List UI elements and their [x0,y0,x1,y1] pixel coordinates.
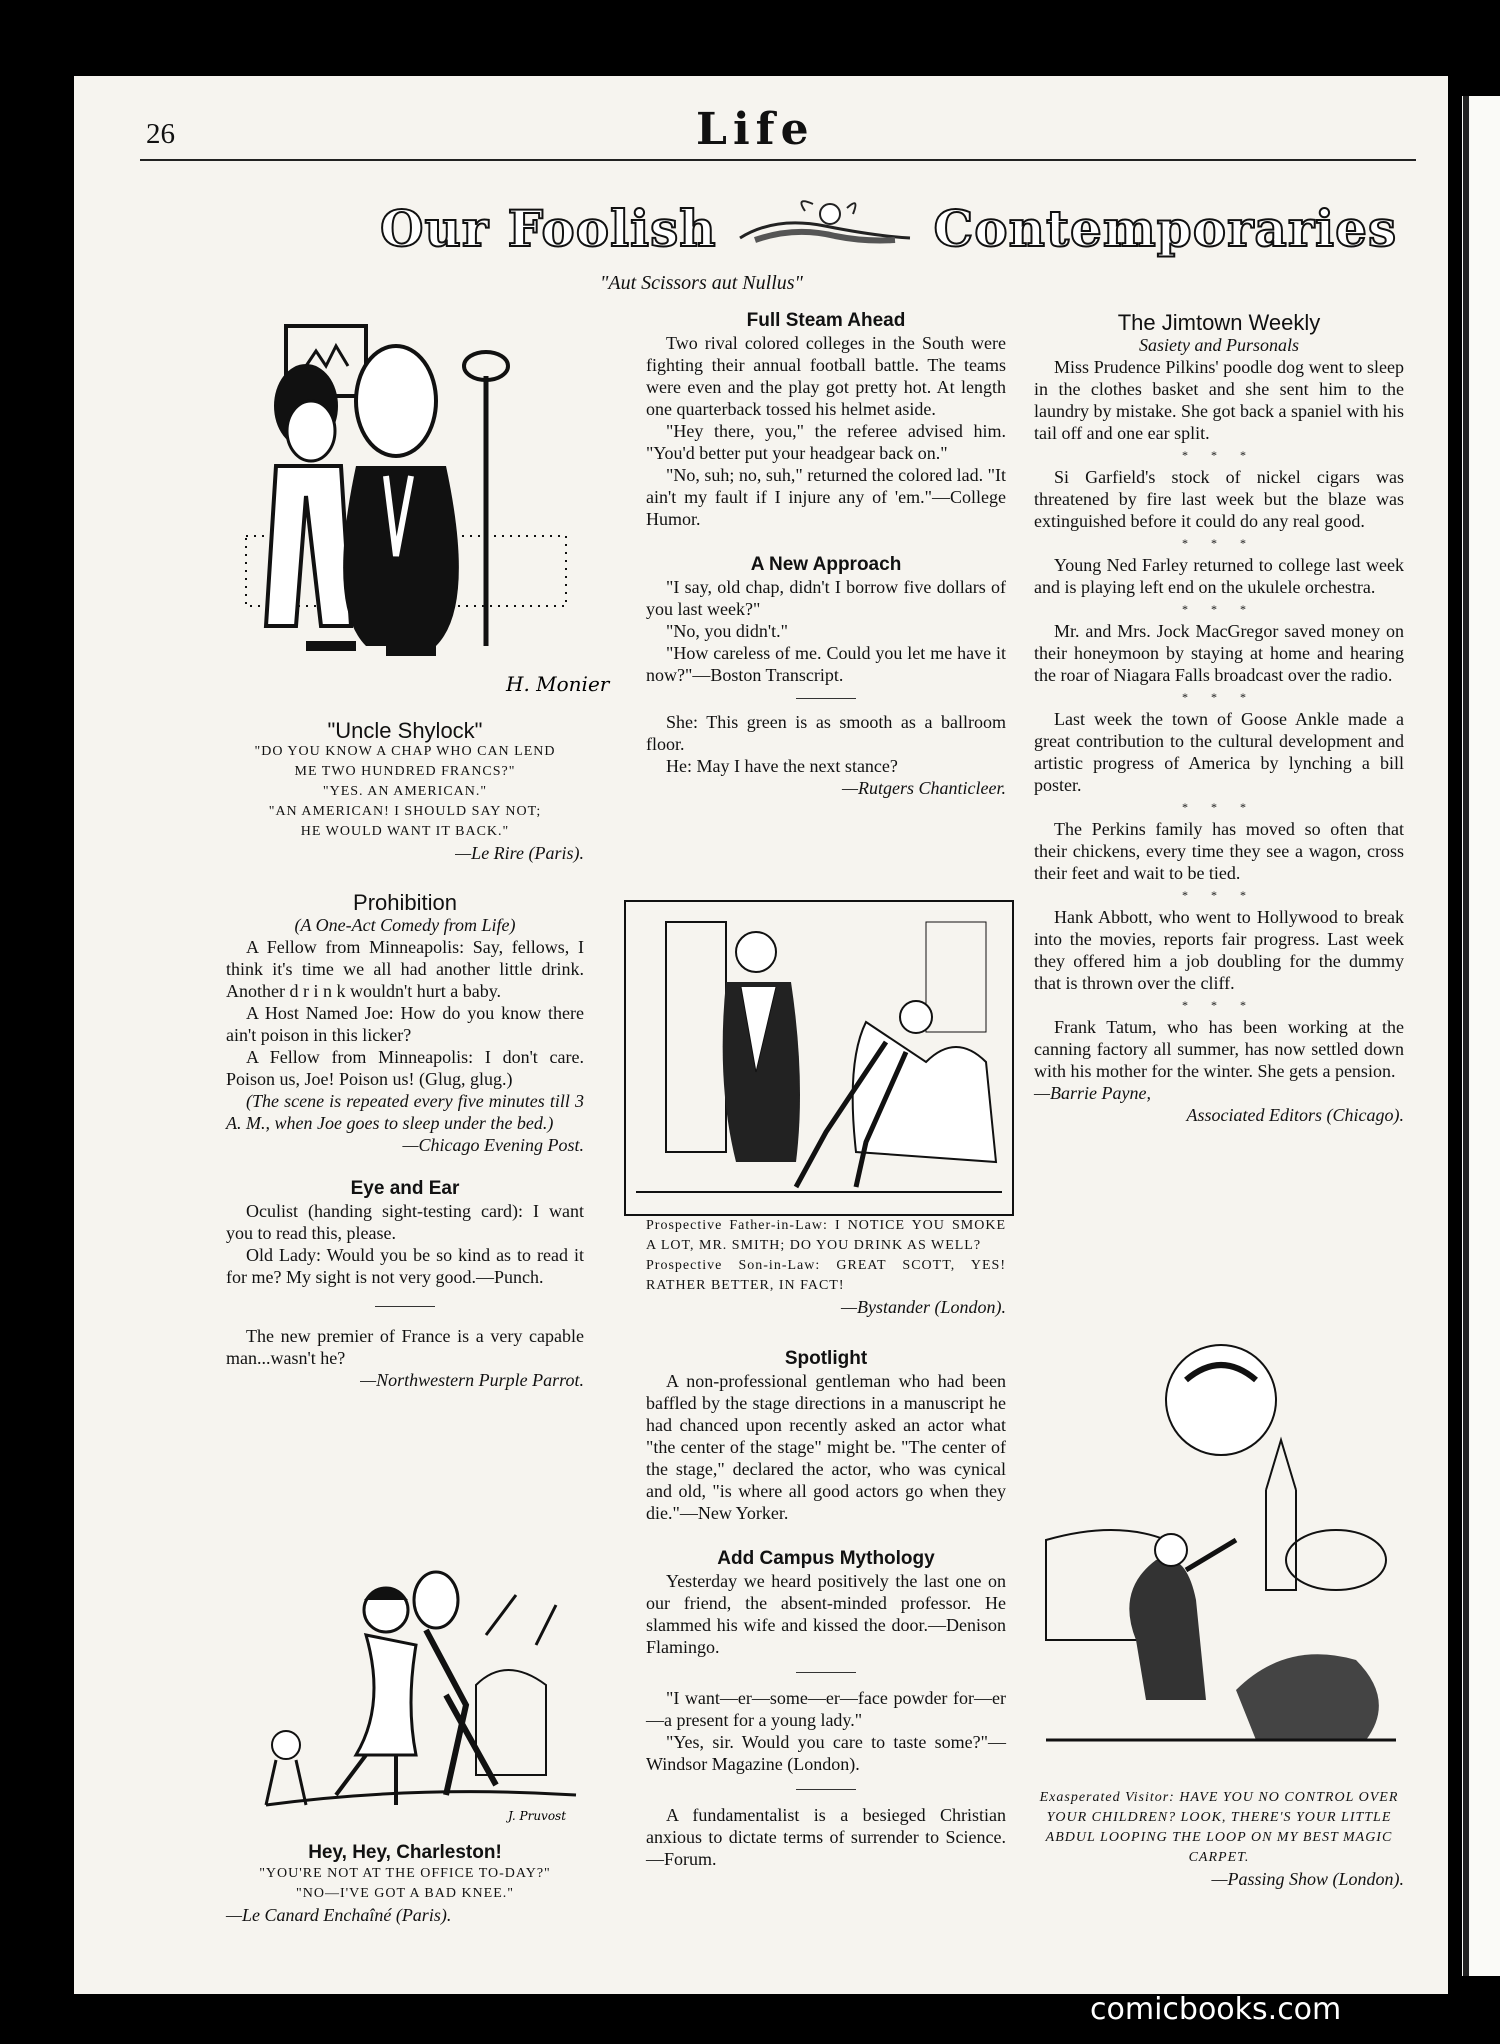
stars-divider: * * * [1182,536,1256,550]
jimtown-item: Miss Prudence Pilkins' poodle dog went to sleep in the clothes basket and she sent him to the laundry by mistake. She got back a spaniel with his tail off and one ear split. [1034,357,1404,443]
premier-source: —Northwestern Purple Parrot. [360,1370,584,1390]
header-rule [140,159,1416,161]
cherub-ornament [735,196,915,258]
campus-para: Yesterday we heard positively the last one on our friend, the absent-minded professor. He slammed his wife and kissed the door.—Denison Flamingo. [646,1571,1006,1657]
prohibition-para: A Fellow from Minneapolis: I don't care. Poison us, Joe! Poison us! (Glug, glug.) [226,1047,584,1089]
prohibition-para: A Fellow from Minneapolis: Say, fellows, I think it's time we all had another little drink. Another d r i n k wouldn't hurt a baby. [226,937,584,1001]
stars-divider: * * * [1182,998,1256,1012]
stars-divider: * * * [1182,888,1256,902]
uncle-shylock-cartoon [236,306,610,716]
watermark: comicbooks.com [1090,1992,1342,2027]
full-steam-para: Two rival colored colleges in the South were fighting their annual football battle. The teams were even and the play got pretty hot. At length one quarterback tossed his helmet aside. [646,333,1006,419]
cap4-line: Exasperated Visitor: HAVE YOU NO CONTROL OVER YOUR CHILDREN? LOOK, THERE'S YOUR LITTLE ABDUL LOOPING THE LOOP ON MY BEST MAGIC CARPET. [1039,1790,1399,1865]
jimtown-source: Associated Editors (Chicago). [1186,1105,1404,1125]
spotlight-para: A non-professional gentleman who had been baffled by the stage directions in a manuscript he had chanced upon recently asked an actor what "the center of the stage" might be. "The center of the stage," declared the actor, who was cynical and old, "is where all good actors go when they die."—New Yorker. [646,1371,1006,1523]
stars-divider: * * * [1182,690,1256,704]
cap3-line: Prospective Son-in-Law: GREAT SCOTT, YES! RATHER BETTER, IN FACT! [646,1258,1006,1293]
artist-signature: H. Monier [506,672,610,696]
charleston-cartoon [246,1555,586,1835]
father-in-law-cartoon [624,900,1014,1216]
spotlight-title: Spotlight [784,1348,868,1369]
cap1-line: HE WOULD WANT IT BACK." [300,824,510,839]
jimtown-item: Frank Tatum, who has been working at the canning factory all summer, has now settled down with his mother for the winter. She gets a pension. [1034,1017,1404,1081]
full-steam-para: "Hey there, you," the referee advised him. "You'd better put your headgear back on." [646,421,1006,463]
masthead: Life [696,104,815,155]
motto: "Aut Scissors aut Nullus" [600,272,803,294]
stars-divider: * * * [1182,800,1256,814]
jimtown-item: Hank Abbott, who went to Hollywood to break into the movies, reports fair progress. Last week they offered him a job doubling for the dummy that is thrown over the cliff. [1034,907,1404,993]
cap2-source: —Le Canard Enchaîné (Paris). [226,1905,452,1925]
new-approach-para: "I say, old chap, didn't I borrow five dollars of you last week?" [646,577,1006,619]
stars-divider: * * * [1182,448,1256,462]
cap1-line: "AN AMERICAN! I SHOULD SAY NOT; [268,804,542,819]
eye-ear-para: Old Lady: Would you be so kind as to read it for me? My sight is not very good.—Punch. [226,1245,584,1287]
prohibition-title: Prohibition [353,890,457,915]
section-title-right: Contemporaries [933,199,1398,258]
prohibition-subtitle: (A One-Act Comedy from Life) [294,915,516,935]
jimtown-item: Si Garfield's stock of nickel cigars was threatened by fire last week but the blaze was extinguished before it could do any real good. [1034,467,1404,531]
cap2-line: "NO—I'VE GOT A BAD KNEE." [296,1886,514,1901]
full-steam-title: Full Steam Ahead [746,310,906,331]
artist-signature: J. Pruvost [508,1809,567,1823]
new-approach-title: A New Approach [750,554,902,575]
prohibition-source: —Chicago Evening Post. [402,1135,584,1155]
magic-carpet-cartoon [1036,1340,1406,1780]
section-title [380,196,1397,258]
premier-para: The new premier of France is a very capable man...wasn't he? [226,1326,584,1368]
eye-ear-para: Oculist (handing sight-testing card): I want you to read this, please. [226,1201,584,1243]
jimtown-item: Mr. and Mrs. Jock MacGregor saved money on their honeymoon by staying at home and hearing the roar of Niagara Falls broadcast over the radio. [1034,621,1404,685]
full-steam-para: "No, suh; no, suh," returned the colored lad. "It ain't my fault if I injure any of 'em."—College Humor. [646,465,1006,529]
cap1-line: ME TWO HUNDRED FRANCS?" [294,764,516,779]
stars-divider: * * * [1182,602,1256,616]
eye-ear-title: Eye and Ear [350,1178,460,1199]
cap3-source: —Bystander (London). [841,1297,1006,1317]
he-source: —Rutgers Chanticleer. [842,778,1006,798]
new-approach-para: "No, you didn't." [666,621,788,641]
section-title-left: Our Foolish [380,199,717,258]
he-line: He: May I have the next stance? [666,756,898,776]
page-number: 26 [146,118,175,150]
prohibition-para: (The scene is repeated every five minutes till 3 A. M., when Joe goes to sleep under the bed.) [226,1091,584,1133]
jimtown-item: Last week the town of Goose Ankle made a great contribution to the cultural development and artistic progress of America by lynching a bill poster. [1034,709,1404,795]
jimtown-item: Young Ned Farley returned to college last week and is playing left end on the ukulele orchestra. [1034,555,1404,597]
cap1-source: —Le Rire (Paris). [455,843,584,863]
jimtown-title: The Jimtown Weekly [1117,310,1321,335]
want-para: "I want—er—some—er—face powder for—er—a present for a young lady." [646,1688,1006,1730]
fundamentalist-para: A fundamentalist is a besieged Christian anxious to dictate terms of surrender to Science.—Forum. [646,1805,1006,1869]
jimtown-source: —Barrie Payne, [1034,1083,1151,1103]
new-approach-para: "How careless of me. Could you let me have it now?"—Boston Transcript. [646,643,1006,685]
cap2-title: Hey, Hey, Charleston! [308,1842,502,1863]
cap1-line: "YES. AN AMERICAN." [322,784,488,799]
jimtown-subtitle: Sasiety and Pursonals [1139,335,1299,355]
cap1-title: "Uncle Shylock" [327,718,483,743]
cap2-line: "YOU'RE NOT AT THE OFFICE TO-DAY?" [259,1866,551,1881]
cap1-line: "DO YOU KNOW A CHAP WHO CAN LEND [254,744,556,759]
cap3-line: Prospective Father-in-Law: I NOTICE YOU SMOKE A LOT, MR. SMITH; DO YOU DRINK AS WELL? [646,1218,1006,1253]
facing-page-edge [1462,96,1500,1976]
cap4-source: —Passing Show (London). [1211,1869,1404,1889]
want-para: "Yes, sir. Would you care to taste some?"—Windsor Magazine (London). [646,1732,1006,1774]
jimtown-item: The Perkins family has moved so often that their chickens, every time they see a wagon, cross their feet and wait to be tied. [1034,819,1404,883]
she-line: She: This green is as smooth as a ballroom floor. [646,712,1006,754]
prohibition-para: A Host Named Joe: How do you know there ain't poison in this licker? [226,1003,584,1045]
campus-title: Add Campus Mythology [717,1548,935,1569]
